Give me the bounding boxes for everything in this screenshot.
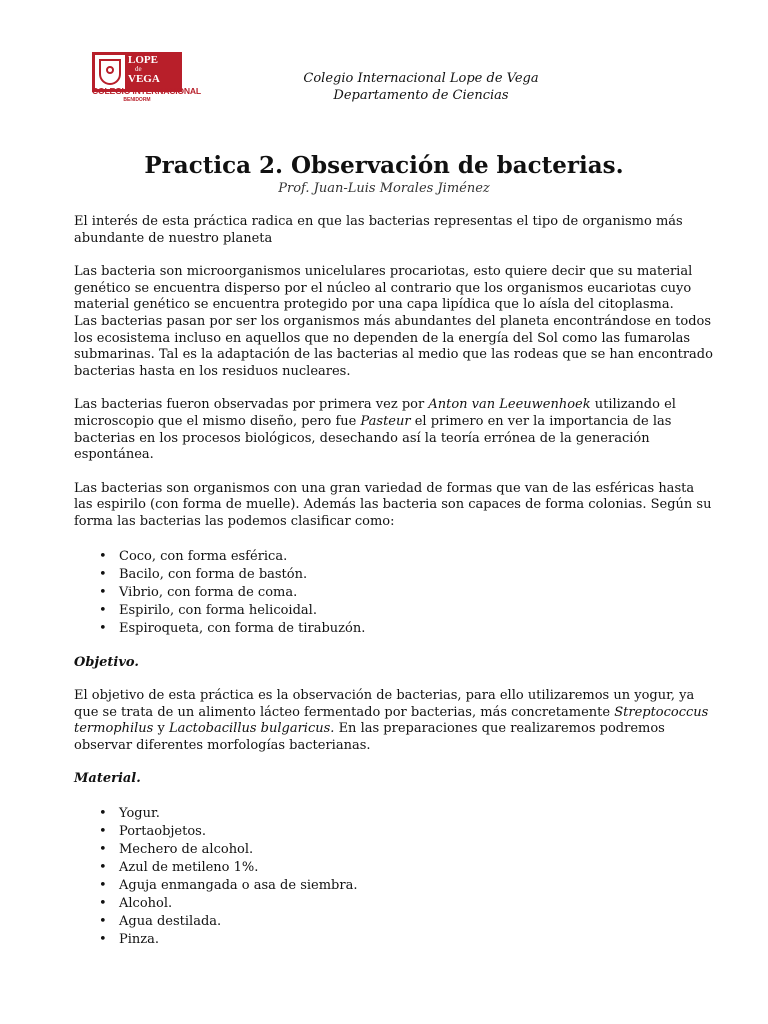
document-body [74, 214, 714, 966]
section-heading-material: Material. [74, 771, 141, 787]
materials-list [74, 805, 714, 949]
list-item: • Pinza. [119, 931, 714, 949]
species-streptococcus: Streptococcus termophilus [74, 704, 709, 737]
header-department: Departamento de Ciencias [333, 88, 509, 103]
paragraph-historia: Las bacterias fueron observadas por primera vez por Anton van Leeuwenhoek utilizando el microscopio que el mismo diseño, pero fue Pasteur el primero en ver la importancia de las bacterias en los procesos biológicos, desechando así la teoría errónea de la generación espontánea. [74, 397, 676, 463]
list-item: • Yogur. [119, 805, 714, 823]
list-item: • Alcohol. [119, 895, 714, 913]
name-pasteur: Pasteur [360, 413, 411, 429]
logo-school-name: COLEGIO INTERNACIONAL [92, 86, 201, 96]
list-item: • Agua destilada. [119, 913, 714, 931]
paragraph-objetivo: El objetivo de esta práctica es la observación de bacterias, para ello utilizaremos un yogur, ya que se trata de un alimento lácteo fermentado por bacterias, más concretamente Streptococcus termophilus y Lactobacillus bulgaricus. En las preparaciones que realizaremos podremos observar diferentes morfologías bacterianas. [74, 688, 709, 753]
list-item: • Portaobjetos. [119, 823, 714, 841]
paragraph-abundancia: Las bacterias pasan por ser los organismos más abundantes del planeta encontrándose en todos los ecosistema incluso en aquellos que no dependen de la energía del Sol como las fumarolas submarinas. Tal es la adaptación de las bacterias al medio que las rodeas que se han encontrado bacterias hasta en los residuos nucleares. [74, 313, 713, 379]
section-heading-objetivo: Objetivo. [74, 654, 139, 670]
list-item: • Coco, con forma esférica. [119, 548, 714, 566]
logo-city: BENIDORM [123, 97, 151, 103]
list-item: • Aguja enmangada o asa de siembra. [119, 877, 714, 895]
logo-word-top: LOPE [128, 54, 158, 66]
name-leeuwenhoek: Anton van Leeuwenhoek [428, 397, 591, 413]
document-author: Prof. Juan-Luis Morales Jiménez [278, 181, 490, 196]
logo-word-bottom: VEGA [128, 73, 160, 85]
list-item: • Azul de metileno 1%. [119, 859, 714, 877]
list-item: • Bacilo, con forma de bastón. [119, 566, 714, 584]
paragraph-intro: El interés de esta práctica radica en que las bacterias representas el tipo de organismo más abundante de nuestro planeta [74, 214, 683, 246]
page-header [0, 70, 768, 104]
species-lactobacillus: Lactobacillus bulgaricus. [168, 721, 335, 737]
list-item: • Espiroqueta, con forma de tirabuzón. [119, 620, 714, 638]
list-item: • Vibrio, con forma de coma. [119, 584, 714, 602]
paragraph-formas: Las bacterias son organismos con una gran variedad de formas que van de las esféricas hasta las espirilo (con forma de muelle). Además las bacteria son capaces de forma colonias. Según su forma las bacterias las podemos clasificar como: [74, 480, 712, 529]
list-item: • Espirilo, con forma helicoidal. [119, 602, 714, 620]
header-school: Colegio Internacional Lope de Vega [303, 71, 539, 86]
paragraph-procariotas: Las bacteria son microorganismos unicelulares procariotas, esto quiere decir que su material genético se encuentra disperso por el núcleo al contrario que los organismos eucariotas cuyo material genético se encuentra protegido por una capa lipídica que lo aísla del citoplasma. [74, 264, 693, 313]
forms-list [74, 548, 714, 638]
document-title: Practica 2. Observación de bacterias. [144, 152, 624, 179]
list-item: • Mechero de alcohol. [119, 841, 714, 859]
logo-word-mid: de [135, 65, 142, 73]
